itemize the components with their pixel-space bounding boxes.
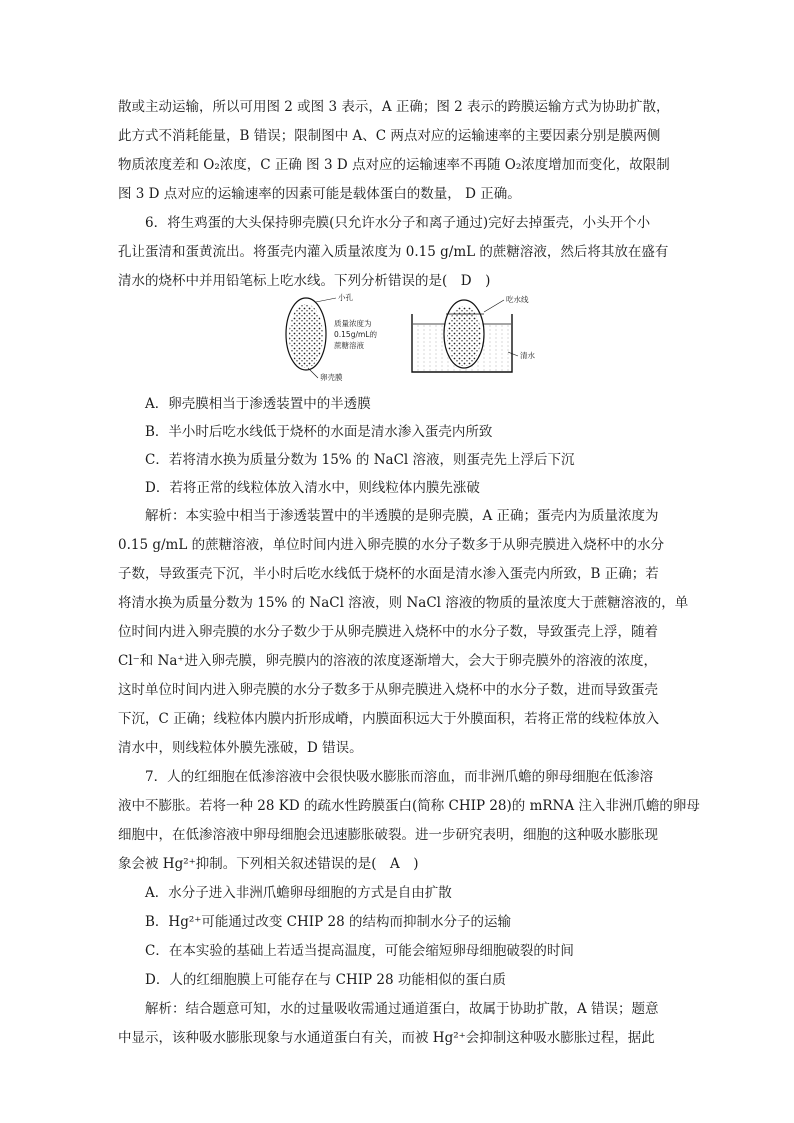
- q6-analysis-line-3: 子数，导致蛋壳下沉，半小时后吃水线低于烧杯的水面是清水渗入蛋壳内所致，B 正确；若: [118, 566, 659, 582]
- q7-option-b: B．Hg²⁺可能通过改变 CHIP 28 的结构而抑制水分子的运输: [145, 914, 511, 930]
- label-concentration-2: 0.15g/mL的: [334, 330, 377, 339]
- q7-option-c: C．在本实验的基础上若适当提高温度，可能会缩短卵母细胞破裂的时间: [145, 943, 574, 959]
- intro-line-2: 此方式不消耗能量，B 错误；限制图中 A、C 两点对应的运输速率的主要因素分别是膜两侧: [118, 128, 661, 144]
- q7-option-a: A．水分子进入非洲爪蟾卵母细胞的方式是自由扩散: [145, 885, 452, 901]
- right-egg-solution: [447, 306, 481, 366]
- q6-analysis-line-1: 解析：本实验中相当于渗透装置中的半透膜的是卵壳膜，A 正确；蛋壳内为质量浓度为: [145, 508, 659, 524]
- intro-line-1: 散或主动运输，所以可用图 2 或图 3 表示，A 正确；图 2 表示的跨膜运输方式为协助扩散，: [118, 99, 670, 115]
- q7-analysis-line-1: 解析：结合题意可知，水的过量吸收需通过通道蛋白，故属于协助扩散，A 错误；题意: [145, 1001, 659, 1017]
- q6-analysis-line-7: 这时单位时间内进入卵壳膜的水分子数多于从卵壳膜进入烧杯中的水分子数，进而导致蛋壳: [118, 682, 658, 698]
- q7-stem-line-2: 液中不膨胀。若将一种 28 KD 的疏水性跨膜蛋白(简称 CHIP 28)的 mRNA 注入非洲爪蟾的卵母: [118, 798, 700, 814]
- q6-stem-line-1: 6．将生鸡蛋的大头保持卵壳膜(只允许水分子和离子通过)完好去掉蛋壳，小头开个小: [145, 215, 651, 231]
- label-membrane: 卵壳膜: [320, 373, 343, 382]
- q6-stem-line-2: 孔让蛋清和蛋黄流出。将蛋壳内灌入质量浓度为 0.15 g/mL 的蔗糖溶液，然后将其放在盛有: [118, 244, 669, 260]
- q6-analysis-line-5: 位时间内进入卵壳膜的水分子数少于从卵壳膜进入烧杯中的水分子数，导致蛋壳上浮，随着: [118, 624, 658, 640]
- label-concentration-3: 蔗糖溶液: [334, 341, 364, 350]
- label-water: 清水: [520, 351, 535, 360]
- q6-analysis-line-4: 将清水换为质量分数为 15% 的 NaCl 溶液，则 NaCl 溶液的物质的量浓度大于蔗糖溶液的，单: [118, 595, 689, 611]
- q6-option-c: C．若将清水换为质量分数为 15% 的 NaCl 溶液，则蛋壳先上浮后下沉: [145, 452, 575, 468]
- q7-stem-line-1: 7．人的红细胞在低渗溶液中会很快吸水膨胀而溶血，而非洲爪蟾的卵母细胞在低渗溶: [145, 769, 654, 785]
- q6-analysis-line-9: 清水中，则线粒体外膜先涨破，D 错误。: [118, 740, 363, 756]
- q7-stem-line-3: 细胞中，在低渗溶液中卵母细胞会迅速膨胀破裂。进一步研究表明，细胞的这种吸水膨胀现: [118, 827, 658, 843]
- label-small-hole: 小孔: [338, 293, 353, 302]
- q6-option-d: D．若将正常的线粒体放入清水中，则线粒体内膜先涨破: [145, 480, 480, 496]
- q6-analysis-line-8: 下沉，C 正确；线粒体内膜内折形成嵴，内膜面积远大于外膜面积，若将正常的线粒体放入: [118, 711, 660, 727]
- osmosis-egg-figure: [278, 292, 540, 384]
- q6-option-a: A．卵壳膜相当于渗透装置中的半透膜: [145, 396, 371, 412]
- q7-option-d: D．人的红细胞膜上可能存在与 CHIP 28 功能相似的蛋白质: [145, 972, 506, 988]
- q6-stem-line-3: 清水的烧杯中并用铅笔标上吃水线。下列分析错误的是( D ): [118, 273, 491, 289]
- q7-stem-line-4: 象会被 Hg²⁺抑制。下列相关叙述错误的是( A ): [118, 856, 419, 872]
- q6-option-b: B．半小时后吃水线低于烧杯的水面是清水渗入蛋壳内所致: [145, 424, 493, 440]
- label-concentration-1: 质量浓度为: [334, 319, 372, 328]
- left-egg-solution: [289, 304, 323, 368]
- q6-analysis-line-6: Cl⁻和 Na⁺进入卵壳膜，卵壳膜内的溶液的浓度逐渐增大，会大于卵壳膜外的溶液的浓度，: [118, 653, 658, 669]
- intro-line-4: 图 3 D 点对应的运输速率的因素可能是载体蛋白的数量， D 正确。: [118, 186, 521, 202]
- label-waterline: 吃水线: [506, 295, 529, 304]
- q7-analysis-line-2: 中显示，该种吸水膨胀现象与水通道蛋白有关，而被 Hg²⁺会抑制这种吸水膨胀过程，据此: [118, 1030, 655, 1046]
- intro-line-3: 物质浓度差和 O₂浓度，C 正确 图 3 D 点对应的运输速率不再随 O₂浓度增加而变化，故限制: [118, 157, 670, 173]
- q6-analysis-line-2: 0.15 g/mL 的蔗糖溶液，单位时间内进入卵壳膜的水分子数多于从卵壳膜进入烧杯中的水分: [118, 537, 665, 553]
